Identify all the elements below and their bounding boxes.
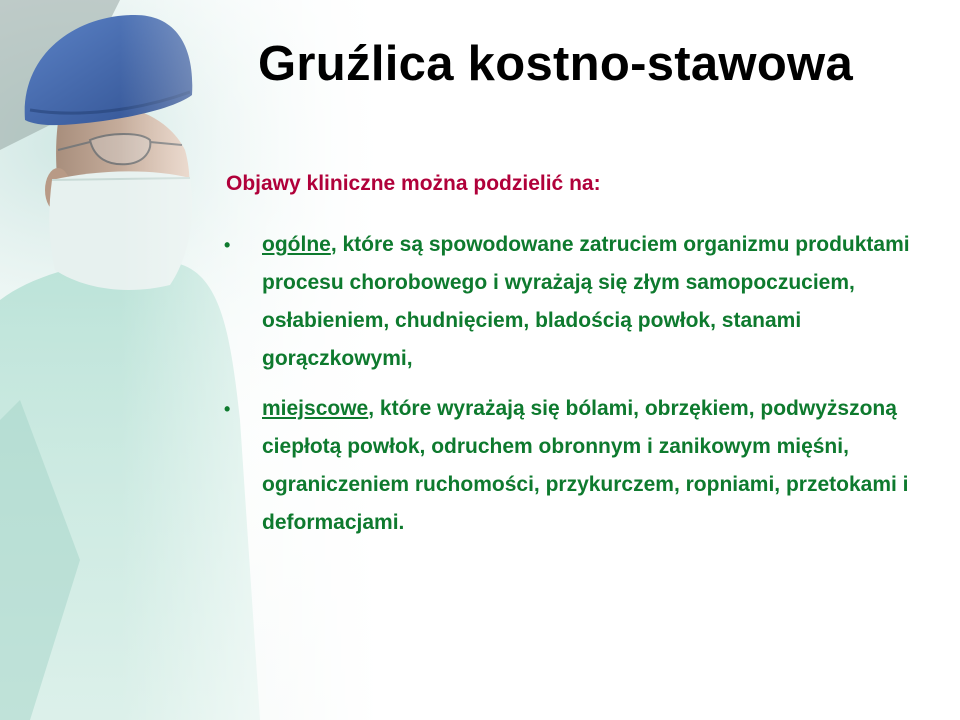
bullet-term: miejscowe [262,397,369,420]
slide-subtitle: Objawy kliniczne można podzielić na: [226,172,601,195]
bullet-dot-icon: • [224,399,231,419]
slide-title: Gruźlica kostno-stawowa [258,37,854,91]
bullet-item-general-symptoms [224,226,914,378]
bullet-text: , które wyrażają się bólami, obrzękiem, podwyższoną ciepłotą powłok, odruchem obronnym i zanikowym mięśni, ograniczeniem ruchomości, przykurczem, ropniami, przetokami i deformacjami. [262,397,909,534]
bullet-term: ogólne [262,233,331,256]
bullet-list [224,226,914,554]
bullet-text: , które są spowodowane zatruciem organizmu produktami procesu chorobowego i wyrażają się złym samopoczuciem, osłabieniem, chudnięciem, bladością powłok, stanami gorączkowymi, [262,233,910,370]
bullet-item-local-symptoms [224,390,914,542]
bullet-dot-icon: • [224,235,231,255]
